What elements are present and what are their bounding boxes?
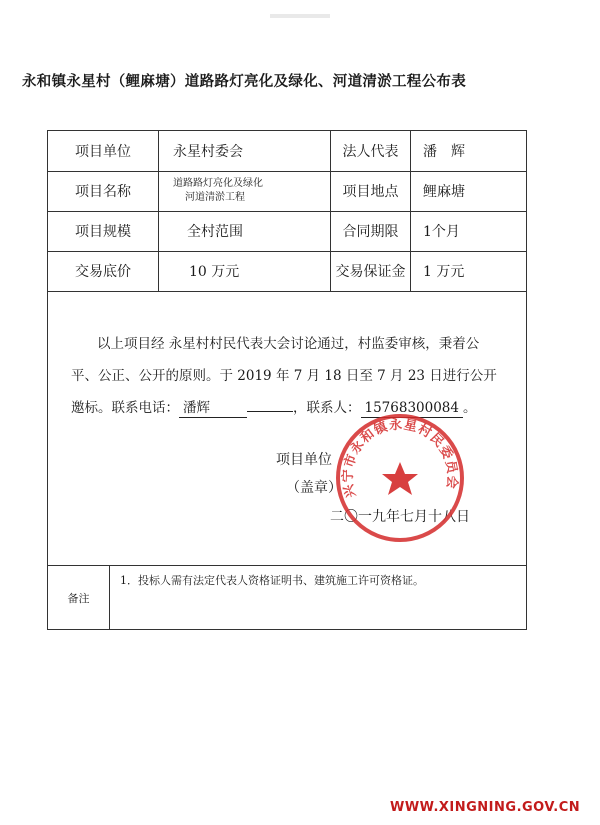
value-cell: 永星村委会 — [159, 131, 331, 171]
value-cell: 1 万元 — [423, 264, 465, 280]
value-cell: 全村范围 — [159, 211, 331, 251]
label-cell: 合同期限 — [331, 211, 411, 251]
signature-seal-note: （盖章） — [286, 480, 342, 496]
label-cell: 法人代表 — [331, 131, 411, 171]
page-title: 永和镇永星村（鲤麻塘）道路路灯亮化及绿化、河道清淤工程公布表 — [22, 74, 466, 90]
label-cell: 项目名称 — [48, 171, 159, 211]
contact-name: 潘辉 — [179, 399, 247, 418]
notice-text: 邀标。联系电话： — [71, 400, 179, 416]
project-name-line1: 道路路灯亮化及绿化 — [173, 178, 263, 189]
table-row — [48, 131, 526, 172]
table-row — [48, 211, 526, 252]
remarks-text: 1．投标人需有法定代表人资格证明书、建筑施工许可资格证。 — [120, 574, 424, 587]
notice-line: 平、公正、公开的原则。于 2019 年 7 月 18 日至 7 月 23 日进行公开 — [71, 368, 497, 384]
underline-blank — [247, 393, 293, 412]
label-cell: 交易底价 — [48, 251, 159, 291]
label-cell: 交易保证金 — [331, 251, 411, 291]
remarks-label: 备注 — [48, 566, 110, 630]
project-name-line2: 河道清淤工程 — [185, 192, 245, 203]
notice-text: ，联系人： — [293, 400, 361, 416]
signature-date: 二〇一九年七月十八日 — [330, 509, 470, 525]
table-row — [48, 171, 526, 212]
remarks-row — [48, 565, 526, 630]
value-cell: 鲤麻塘 — [423, 184, 465, 200]
signature-unit: 项目单位 — [276, 452, 332, 468]
contact-phone: 15768300084 — [361, 399, 463, 418]
scan-mark — [270, 14, 330, 18]
seal-star-icon — [382, 462, 418, 495]
value-cell: 1个月 — [423, 224, 460, 240]
seal-text: 兴宁市永和镇永星村民委员会 — [340, 417, 460, 500]
label-cell: 项目规模 — [48, 211, 159, 251]
value-cell — [159, 171, 331, 211]
table-row — [48, 251, 526, 292]
label-cell: 项目单位 — [48, 131, 159, 171]
notice-text: 。 — [462, 400, 477, 416]
notice-table — [47, 130, 527, 630]
official-seal-stamp — [330, 408, 470, 548]
label-cell: 项目地点 — [331, 171, 411, 211]
value-cell: 10 万元 — [159, 251, 331, 291]
value-cell: 潘 辉 — [423, 144, 465, 160]
notice-line: 以上项目经 永星村村民代表大会讨论通过，村监委审核，秉着公 — [97, 336, 480, 352]
site-watermark: WWW.XINGNING.GOV.CN — [390, 800, 581, 815]
